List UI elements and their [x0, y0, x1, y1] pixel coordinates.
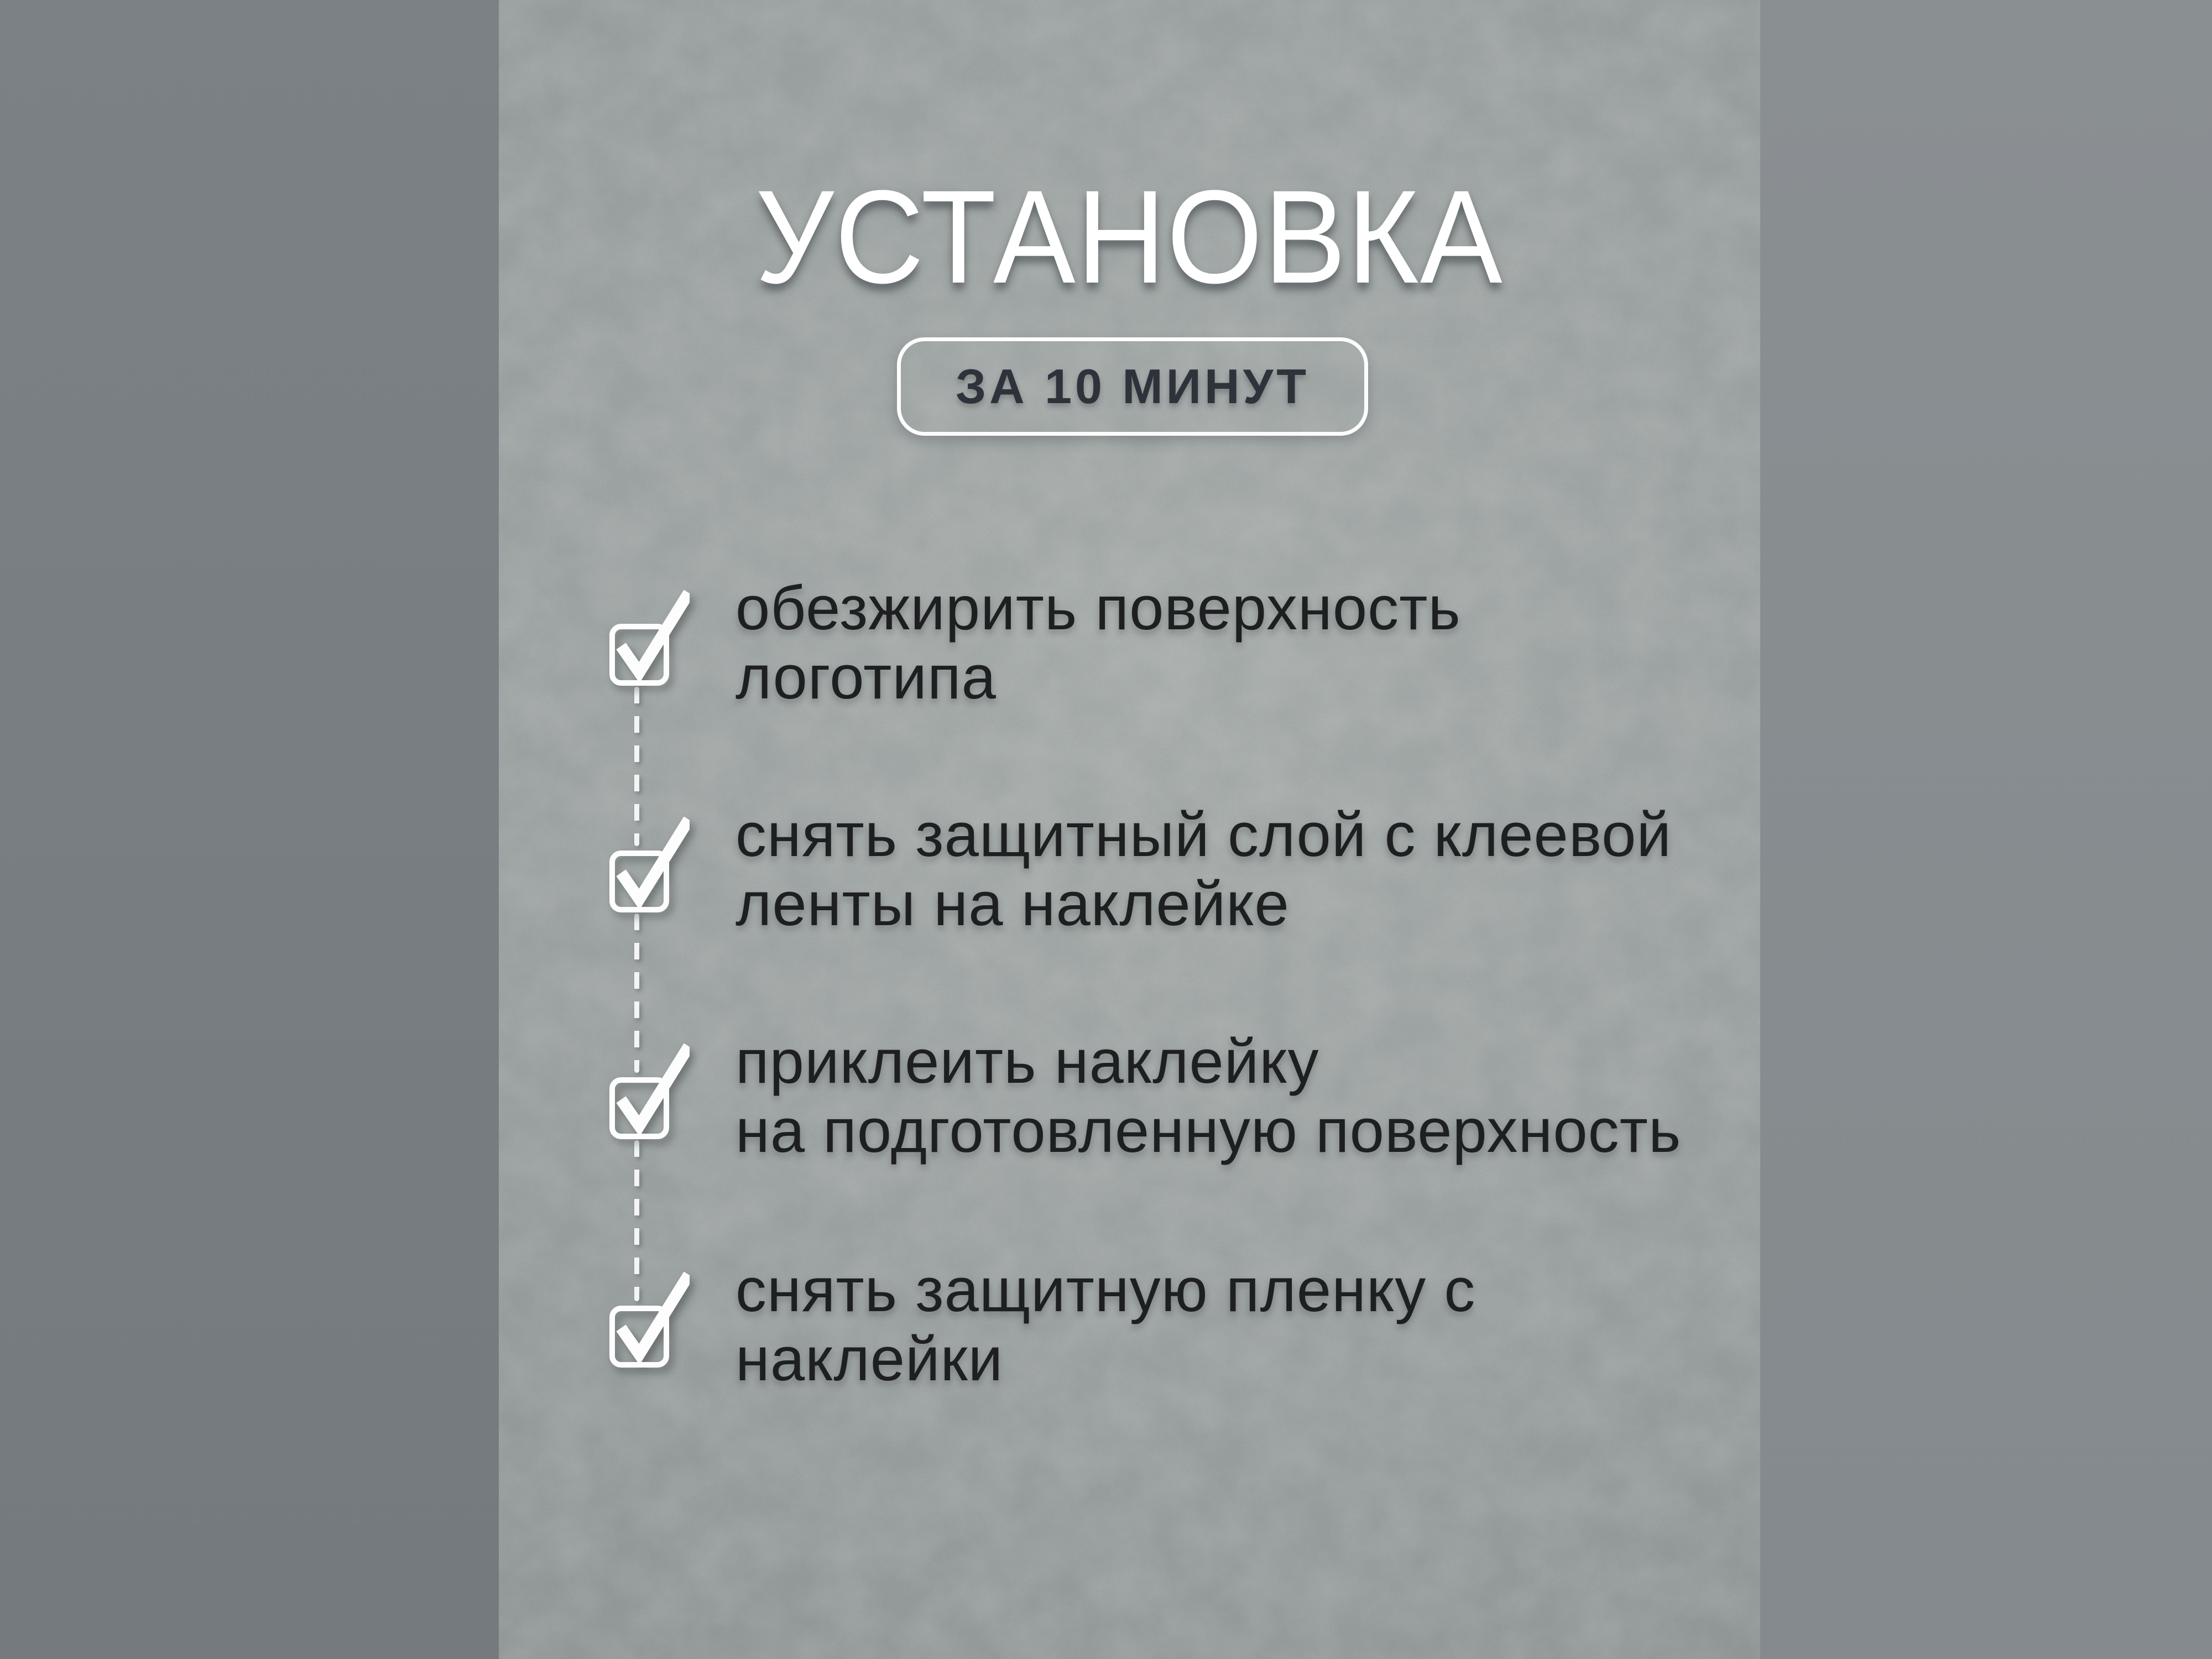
- checklist-item: [735, 573, 1461, 712]
- checkbox-checked-icon: [607, 590, 690, 687]
- checklist-item-text: снять защитный слой с клеевой: [735, 800, 1672, 869]
- page-title: [499, 163, 1760, 311]
- checklist-item: [735, 1255, 1475, 1394]
- left-letterbox-bar: [0, 0, 499, 1659]
- duration-badge: [897, 337, 1368, 436]
- right-letterbox-bar: [1760, 0, 2212, 1659]
- checklist-item: [735, 1027, 1681, 1165]
- checklist-item-text: логотипа: [735, 643, 997, 712]
- checkbox-checked-icon: [607, 817, 690, 914]
- checklist-item-text: ленты на наклейке: [735, 869, 1290, 938]
- checkbox-checked-icon: [607, 1272, 690, 1369]
- checklist-item-text: обезжирить поверхность: [735, 573, 1461, 643]
- checkbox-checked-icon: [607, 1044, 690, 1140]
- poster-panel: [499, 0, 1760, 1659]
- checklist-item-text: снять защитную пленку с: [735, 1255, 1476, 1324]
- checklist-item-text: наклейки: [735, 1324, 1004, 1394]
- checklist-item-text: приклеить наклейку: [735, 1027, 1319, 1096]
- duration-badge-label: ЗА 10 МИНУТ: [955, 359, 1310, 414]
- page-title-text: УСТАНОВКА: [755, 163, 1504, 311]
- checklist-item: [735, 800, 1672, 938]
- checklist-item-text: на подготовленную поверхность: [735, 1096, 1682, 1165]
